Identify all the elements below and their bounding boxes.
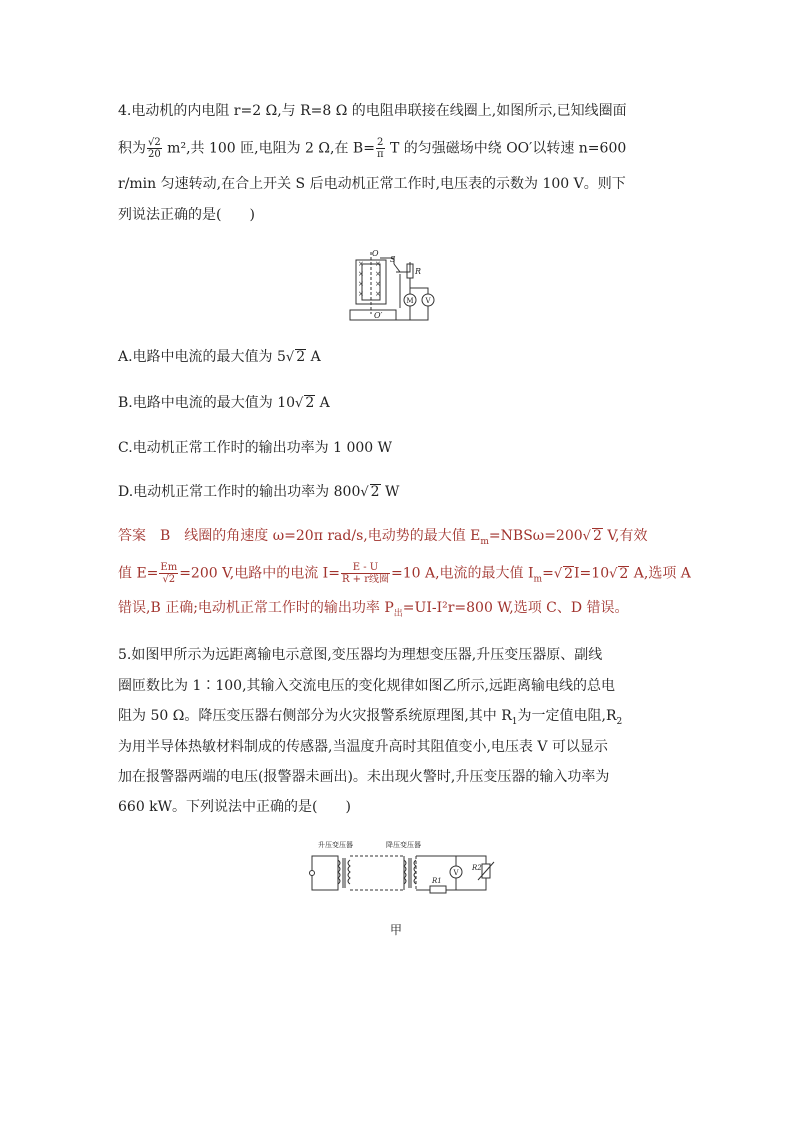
q5-line-4: 为用半导体热敏材料制成的传感器,当温度升高时其阻值变小,电压表 V 可以显示 — [118, 739, 608, 755]
svg-text:×: × — [375, 270, 381, 278]
b-fraction: $\frac{2}{\pi}$ — [376, 137, 384, 160]
motor-label: M — [406, 297, 414, 305]
resistor-label: R — [415, 267, 422, 276]
q5-line-2: 圈匝数比为 1∶100,其输入交流电压的变化规律如图乙所示,远距离输电线的总电 — [118, 678, 615, 694]
q4-line-1: 4.电动机的内电阻 r=2 Ω,与 R=8 Ω 的电阻串联接在线圈上,如图所示,已知线圈面 — [118, 103, 627, 119]
svg-text:×: × — [375, 260, 381, 268]
q5-voltmeter-label: V — [453, 869, 459, 877]
answer-line-3: 错误,B 正确;电动机正常工作时的输出功率 $P_出=UI-I^2r=800$ W,选项 C、D 错误。 — [118, 600, 629, 619]
option-c: C.电动机正常工作时的输出功率为 1 000 W — [118, 440, 393, 456]
q5-line-1: 5.如图甲所示为远距离输电示意图,变压器均为理想变压器,升压变压器原、副线 — [118, 647, 603, 663]
r2-label: R2 — [472, 864, 482, 872]
voltmeter-label: V — [425, 297, 431, 305]
answer-line-2: 值 E= $\frac{Em}{√2}$ =200 V,电路中的电流 I= $\frac{E - U}{\text{R + r线圈}}$ =10 A,电流的最大值 $I_m=√$ 2I=10√ 2 A,选项 A — [118, 562, 691, 585]
step-up-label: 升压变压器 — [318, 841, 353, 849]
svg-text:×: × — [358, 290, 364, 298]
area-fraction: $\frac{√2}{20}$ — [148, 137, 161, 160]
svg-text:×: × — [375, 290, 381, 298]
effective-emf-fraction: $\frac{Em}{√2}$ — [160, 562, 178, 585]
o-prime-label: O′ — [374, 311, 383, 320]
svg-text:×: × — [375, 280, 381, 288]
svg-text:×: × — [358, 270, 364, 278]
option-b: B.电路中电流的最大值为 10√ 2 A — [118, 395, 330, 411]
q5-line-3: 阻为 50 Ω。降压变压器右侧部分为火灾报警系统原理图,其中 $R_1$为一定值电阻$,R_2$ — [118, 708, 623, 727]
q4-line-4: 列说法正确的是( ) — [118, 207, 255, 223]
svg-text:×: × — [358, 280, 364, 288]
option-d: D.电动机正常工作时的输出功率为 800√ 2 W — [118, 484, 400, 500]
q5-line-5: 加在报警器两端的电压(报警器未画出)。未出现火警时,升压变压器的输入功率为 — [118, 769, 610, 785]
o-label: O — [372, 249, 379, 258]
r1-label: R1 — [432, 877, 442, 885]
q4-line-3: r/min 匀速转动,在合上开关 S 后电动机正常工作时,电压表的示数为 100 V。则下 — [118, 176, 626, 192]
svg-text:×: × — [358, 260, 364, 268]
step-down-label: 降压变压器 — [386, 841, 421, 849]
q5-transmission-figure — [306, 838, 498, 900]
q4-line-2: 积为 $\frac{√2}{20}$ m²,共 100 匝,电阻为 2 Ω,在 B= $\frac{2}{\pi}$ T 的匀强磁场中绕 OO′以转速 n=600 — [118, 137, 627, 160]
current-fraction: $\frac{E - U}{\text{R + r线圈}}$ — [341, 562, 389, 585]
q5-line-6: 660 kW。下列说法中正确的是( ) — [118, 799, 351, 815]
answer-line-1: 答案 B 线圈的角速度 ω=20π rad/s,电动势的最大值 $E_m=NBS\omega=200√$ 2 V,有效 — [118, 528, 648, 547]
switch-label: S — [390, 255, 396, 264]
option-a: A.电路中电流的最大值为 5√ 2 A — [118, 349, 321, 365]
q4-circuit-figure — [346, 248, 446, 324]
figure-caption: 甲 — [390, 923, 403, 937]
